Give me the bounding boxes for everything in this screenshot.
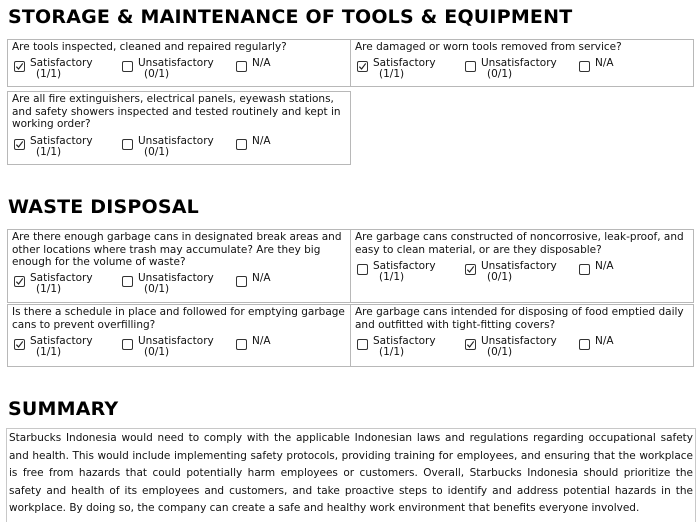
option-count: (1/1) — [36, 346, 62, 358]
option-group — [357, 58, 689, 84]
option-label: N/A — [252, 57, 271, 69]
option-label: Satisfactory — [30, 272, 93, 284]
question-text: Are garbage cans constructed of noncorrosive, leak-proof, and easy to clean material, or are they disposable? — [355, 231, 684, 256]
question-text: Is there a schedule in place and followed for emptying garbage cans to prevent overfilling? — [12, 306, 345, 331]
checkbox-unsatisfactory[interactable] — [122, 276, 133, 287]
option-label: Satisfactory — [373, 57, 436, 69]
option-label: N/A — [595, 57, 614, 69]
question-card — [350, 229, 694, 303]
option-label: Unsatisfactory — [138, 335, 214, 347]
checkbox-unsatisfactory[interactable] — [465, 264, 476, 275]
option-count: (1/1) — [36, 146, 62, 158]
option-label: Unsatisfactory — [481, 335, 557, 347]
checkmark-icon — [358, 62, 367, 71]
section-title-waste: WASTE DISPOSAL — [8, 196, 199, 218]
checkbox-unsatisfactory[interactable] — [122, 139, 133, 150]
option-count: (0/1) — [487, 271, 513, 283]
option-count: (1/1) — [379, 271, 405, 283]
checkbox-na[interactable] — [579, 339, 590, 350]
option-group — [14, 58, 346, 84]
checkbox-na[interactable] — [236, 276, 247, 287]
option-label: N/A — [252, 335, 271, 347]
question-card — [7, 91, 351, 165]
checkbox-na[interactable] — [579, 61, 590, 72]
option-group — [14, 136, 346, 162]
option-count: (0/1) — [144, 283, 170, 295]
question-text: Are there enough garbage cans in designated break areas and other locations where trash may accumulate? Are they big enough for the volume of waste? — [12, 231, 342, 268]
checkbox-na[interactable] — [236, 339, 247, 350]
checkmark-icon — [466, 340, 475, 349]
checkmark-icon — [15, 140, 24, 149]
checkmark-icon — [15, 62, 24, 71]
section-title-summary: SUMMARY — [8, 398, 119, 420]
question-card — [350, 39, 694, 87]
option-count: (0/1) — [144, 146, 170, 158]
checkbox-unsatisfactory[interactable] — [465, 339, 476, 350]
option-label: Satisfactory — [30, 57, 93, 69]
checkbox-satisfactory[interactable] — [14, 339, 25, 350]
summary-text-box — [6, 428, 696, 522]
question-text: Are damaged or worn tools removed from service? — [355, 41, 622, 53]
option-count: (0/1) — [144, 346, 170, 358]
checkmark-icon — [15, 277, 24, 286]
checkbox-satisfactory[interactable] — [357, 339, 368, 350]
option-group — [14, 336, 346, 362]
checkbox-satisfactory[interactable] — [14, 276, 25, 287]
option-label: Unsatisfactory — [481, 260, 557, 272]
question-text: Are tools inspected, cleaned and repaired regularly? — [12, 41, 287, 53]
option-group — [357, 336, 689, 362]
option-label: Unsatisfactory — [138, 135, 214, 147]
checkbox-satisfactory[interactable] — [14, 139, 25, 150]
option-label: N/A — [595, 335, 614, 347]
option-label: Unsatisfactory — [481, 57, 557, 69]
option-count: (0/1) — [487, 68, 513, 80]
option-label: Unsatisfactory — [138, 57, 214, 69]
question-card — [7, 304, 351, 367]
option-group — [14, 273, 346, 299]
checkbox-unsatisfactory[interactable] — [465, 61, 476, 72]
checkbox-satisfactory[interactable] — [357, 61, 368, 72]
checkmark-icon — [15, 340, 24, 349]
option-label: N/A — [595, 260, 614, 272]
checkbox-satisfactory[interactable] — [357, 264, 368, 275]
checkbox-na[interactable] — [236, 61, 247, 72]
option-label: Satisfactory — [30, 335, 93, 347]
option-label: N/A — [252, 272, 271, 284]
question-text: Are all fire extinguishers, electrical panels, eyewash stations, and safety showers inspected and tested routinely and kept in working order? — [12, 93, 341, 130]
question-text: Are garbage cans intended for disposing of food emptied daily and outfitted with tight-fitting covers? — [355, 306, 684, 331]
checkbox-na[interactable] — [579, 264, 590, 275]
question-card — [350, 304, 694, 367]
option-count: (0/1) — [487, 346, 513, 358]
option-label: Unsatisfactory — [138, 272, 214, 284]
option-label: Satisfactory — [30, 135, 93, 147]
option-count: (1/1) — [379, 68, 405, 80]
option-count: (1/1) — [379, 346, 405, 358]
question-card — [7, 229, 351, 303]
checkmark-icon — [466, 265, 475, 274]
option-count: (1/1) — [36, 68, 62, 80]
option-count: (0/1) — [144, 68, 170, 80]
option-count: (1/1) — [36, 283, 62, 295]
checkbox-na[interactable] — [236, 139, 247, 150]
checkbox-unsatisfactory[interactable] — [122, 61, 133, 72]
checkbox-satisfactory[interactable] — [14, 61, 25, 72]
section-title-storage: STORAGE & MAINTENANCE OF TOOLS & EQUIPMENT — [8, 6, 573, 28]
question-card — [7, 39, 351, 87]
option-group — [357, 261, 689, 287]
summary-text: Starbucks Indonesia would need to comply with the applicable Indonesian laws and regulations regarding occupational safety and health. This would include implementing safety protocols, providing training for employees, and ensuring that the workplace is free from hazards that could potentially harm employees or customers. Overall, Starbucks Indonesia should prioritize the safety and health of its employees and customers, and take proactive steps to identify and address potential hazards in the workplace. By doing so, the company can create a safe and healthy work environment that benefits everyone involved. — [9, 432, 693, 515]
option-label: Satisfactory — [373, 335, 436, 347]
checkbox-unsatisfactory[interactable] — [122, 339, 133, 350]
option-label: Satisfactory — [373, 260, 436, 272]
option-label: N/A — [252, 135, 271, 147]
